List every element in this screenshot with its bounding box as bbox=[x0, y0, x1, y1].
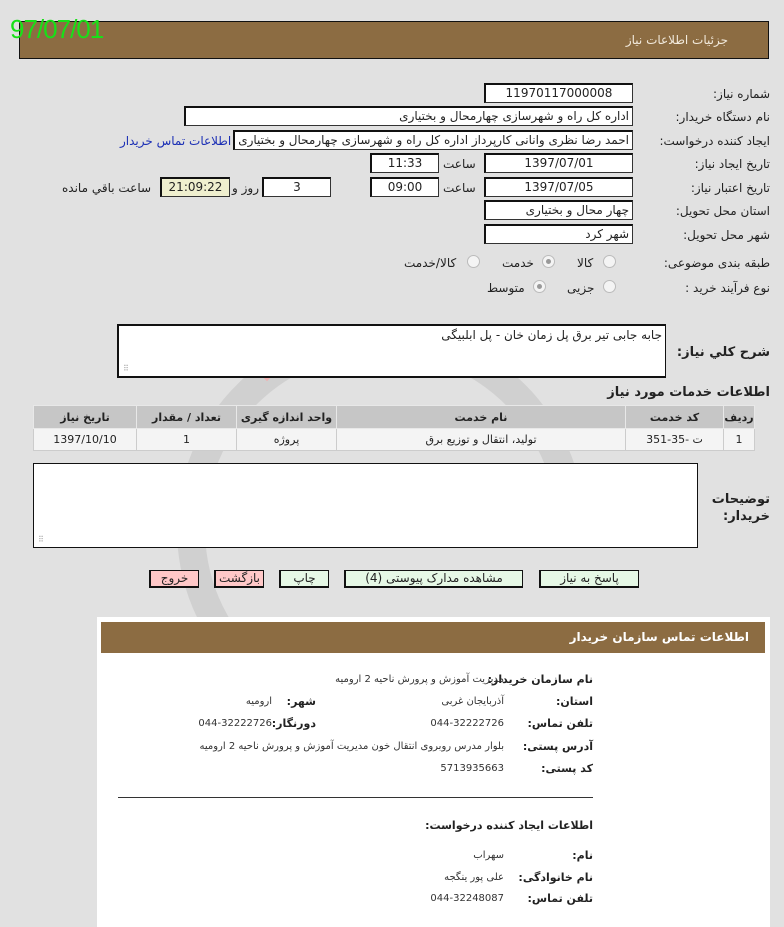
time-remaining-field: 21:09:22 bbox=[160, 177, 230, 197]
buyer-contact-panel bbox=[97, 617, 770, 927]
address-value: بلوار مدرس روبروی انتقال خون مدیریت آموزش و پرورش ناحیه 2 ارومیه bbox=[199, 741, 504, 752]
valid-time-label: ساعت bbox=[443, 181, 476, 195]
description-text: جابه جابی تیر برق پل زمان خان - پل ابلبیگی bbox=[441, 328, 662, 342]
creator-phone-label: تلفن تماس: bbox=[527, 892, 593, 905]
cell-code: ت -35-351 bbox=[626, 429, 724, 451]
cell-name: تولید، انتقال و توزیع برق bbox=[337, 429, 626, 451]
col-name: نام خدمت bbox=[337, 406, 626, 429]
resize-grip-icon[interactable]: ⠿ bbox=[123, 364, 129, 373]
col-qty: تعداد / مقدار bbox=[137, 406, 237, 429]
services-table bbox=[33, 405, 755, 451]
page-title: جزئیات اطلاعات نیاز bbox=[625, 33, 728, 47]
col-unit: واحد اندازه گیری bbox=[237, 406, 337, 429]
org-value: مدیریت آموزش و پرورش ناحیه 2 ارومیه bbox=[335, 674, 504, 685]
col-date: تاریخ نیاز bbox=[34, 406, 137, 429]
description-textarea[interactable] bbox=[117, 324, 666, 378]
name-value: سهراب bbox=[473, 850, 504, 861]
org-label: نام سازمان خریدار: bbox=[487, 673, 593, 686]
need-number-field: 11970117000008 bbox=[484, 83, 633, 103]
buyer-contact-link[interactable]: اطلاعات تماس خریدار bbox=[120, 134, 232, 148]
province-label: استان محل تحویل: bbox=[675, 204, 770, 218]
created-time-label: ساعت bbox=[443, 157, 476, 171]
valid-time-field: 09:00 bbox=[370, 177, 439, 197]
radio-goods-label: کالا bbox=[577, 256, 594, 270]
radio-goods-service[interactable] bbox=[467, 255, 480, 268]
creator-info-title: اطلاعات ایجاد کننده درخواست: bbox=[425, 819, 593, 832]
fax-value: 044-32222726 bbox=[198, 718, 272, 729]
exit-button[interactable]: خروج bbox=[149, 570, 199, 588]
print-button[interactable]: چاپ bbox=[279, 570, 329, 588]
radio-medium[interactable] bbox=[533, 280, 546, 293]
need-number-label: شماره نیاز: bbox=[713, 87, 770, 101]
phone-value: 044-32222726 bbox=[430, 718, 504, 729]
process-label: نوع فرآیند خرید : bbox=[685, 281, 770, 295]
created-time-field: 11:33 bbox=[370, 153, 439, 173]
province-field: چهار محال و بختیاری bbox=[484, 200, 633, 220]
days-label: روز و bbox=[232, 181, 259, 195]
contact-panel-title: اطلاعات تماس سازمان خریدار bbox=[569, 630, 749, 644]
back-button[interactable]: بازگشت bbox=[214, 570, 264, 588]
name-label: نام: bbox=[572, 849, 593, 862]
buyer-field: اداره کل راه و شهرسازی چهارمحال و بختیاری bbox=[184, 106, 633, 126]
radio-medium-label: متوسط bbox=[487, 281, 525, 295]
radio-service-label: خدمت bbox=[502, 256, 534, 270]
buyer-notes-label: توضیحات خریدار: bbox=[711, 492, 770, 524]
reply-button[interactable]: پاسخ به نیاز bbox=[539, 570, 639, 588]
time-remaining-label: ساعت باقي مانده bbox=[62, 181, 152, 195]
valid-date-label: تاریخ اعتبار نیاز: bbox=[690, 181, 770, 195]
province-value: آذربایجان غربی bbox=[441, 696, 504, 707]
created-date-field: 1397/07/01 bbox=[484, 153, 633, 173]
radio-goods[interactable] bbox=[603, 255, 616, 268]
contact-panel-header bbox=[101, 622, 765, 653]
radio-goods-service-label: کالا/خدمت bbox=[404, 256, 457, 270]
creator-phone-value: 044-32248087 bbox=[430, 893, 504, 904]
creator-field: احمد رضا نظری وانانی کارپرداز اداره کل راه و شهرسازی چهارمحال و بختیاری bbox=[233, 130, 633, 150]
province-label-2: استان: bbox=[556, 695, 593, 708]
city-label: شهر محل تحویل: bbox=[683, 228, 770, 242]
address-label: آدرس پستی: bbox=[522, 740, 593, 753]
phone-label: تلفن تماس: bbox=[527, 717, 593, 730]
cell-qty: 1 bbox=[137, 429, 237, 451]
description-label: شرح کلي نياز: bbox=[676, 345, 770, 360]
date-stamp: 97/07/01 bbox=[10, 14, 104, 44]
cell-date: 1397/10/10 bbox=[34, 429, 137, 451]
buyer-label: نام دستگاه خریدار: bbox=[675, 110, 770, 124]
category-label: طبقه بندی موضوعی: bbox=[663, 256, 770, 270]
fax-label: دورنگار: bbox=[271, 717, 316, 730]
cell-row: 1 bbox=[724, 429, 755, 451]
postal-value: 5713935663 bbox=[440, 763, 504, 774]
col-row: ردیف bbox=[724, 406, 755, 429]
buyer-notes-textarea[interactable] bbox=[33, 463, 698, 548]
radio-minor-label: جزیی bbox=[567, 281, 595, 295]
created-date-label: تاریخ ایجاد نیاز: bbox=[694, 157, 770, 171]
radio-minor[interactable] bbox=[603, 280, 616, 293]
divider bbox=[118, 797, 593, 798]
valid-date-field: 1397/07/05 bbox=[484, 177, 633, 197]
view-attachments-button[interactable]: مشاهده مدارک پیوستی (4) bbox=[344, 570, 523, 588]
postal-label: کد پستی: bbox=[541, 762, 593, 775]
resize-grip-icon[interactable]: ⠿ bbox=[38, 535, 44, 544]
table-header bbox=[34, 406, 755, 429]
radio-service[interactable] bbox=[542, 255, 555, 268]
family-value: علی پور ینگجه bbox=[444, 872, 504, 883]
city-field: شهر کرد bbox=[484, 224, 633, 244]
days-remaining-field: 3 bbox=[262, 177, 331, 197]
col-code: کد خدمت bbox=[626, 406, 724, 429]
city-value: ارومیه bbox=[245, 696, 272, 707]
page-header bbox=[19, 21, 769, 59]
cell-unit: پروژه bbox=[237, 429, 337, 451]
table-row bbox=[34, 429, 755, 451]
family-label: نام خانوادگی: bbox=[518, 871, 593, 884]
services-title: اطلاعات خدمات مورد نیاز bbox=[607, 385, 770, 400]
creator-label: ایجاد کننده درخواست: bbox=[659, 134, 770, 148]
city-label-2: شهر: bbox=[286, 695, 316, 708]
